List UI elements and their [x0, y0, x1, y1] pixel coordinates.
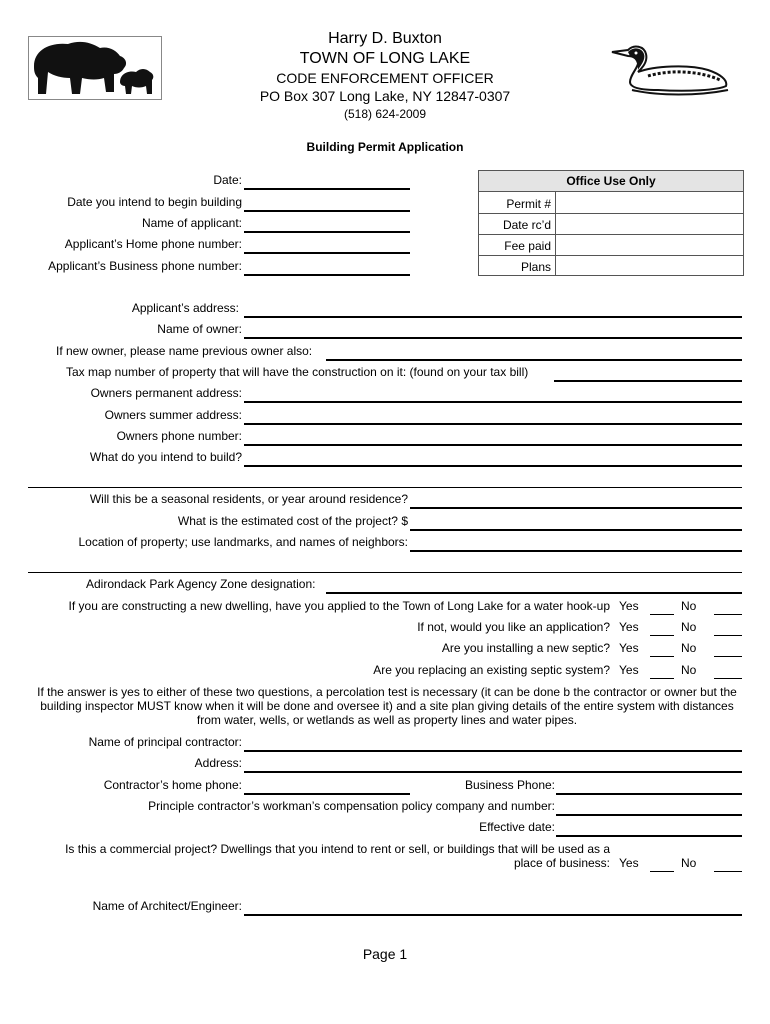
applicant-address-label: Applicant’s address:: [131, 301, 239, 315]
application-no-field[interactable]: [714, 635, 742, 636]
property-location-label: Location of property; use landmarks, and names of neighbors:: [78, 535, 408, 549]
office-use-box: [478, 170, 744, 276]
percolation-paragraph: If the answer is yes to either of these two questions, a percolation test is necessary (it can be done b the contractor or owner but the building inspector MUST know when it will be done and oversee it) and a site plan giving details of the entire system with distances from water, wells, or wetlands as well as property lines and water pipes.: [37, 685, 737, 727]
owner-name-field[interactable]: [244, 337, 742, 339]
commercial-question-cont: place of business:: [513, 856, 610, 870]
contractor-address-label: Address:: [194, 756, 242, 770]
applicant-name-field[interactable]: [244, 231, 410, 233]
applicant-address-field[interactable]: [244, 316, 742, 318]
effective-date-field[interactable]: [556, 835, 742, 837]
section-divider: [28, 572, 742, 573]
no-label: No: [681, 620, 697, 634]
commercial-question: Is this a commercial project? Dwellings that you intend to rent or sell, or buildings that will be used as a: [65, 842, 610, 856]
property-location-field[interactable]: [410, 550, 742, 552]
application-question: If not, would you like an application?: [417, 620, 610, 634]
permanent-address-field[interactable]: [244, 401, 742, 403]
water-hookup-no-field[interactable]: [714, 614, 742, 615]
start-date-field[interactable]: [244, 210, 410, 212]
residence-type-field[interactable]: [410, 507, 742, 509]
contractor-name-label: Name of principal contractor:: [88, 735, 242, 749]
yes-label: Yes: [619, 641, 639, 655]
officer-title: CODE ENFORCEMENT OFFICER: [276, 70, 494, 86]
apa-zone-field[interactable]: [326, 592, 742, 594]
yes-label: Yes: [619, 856, 639, 870]
comp-policy-label: Principle contractor’s workman’s compensation policy company and number:: [148, 799, 555, 813]
new-septic-yes-field[interactable]: [650, 656, 674, 657]
intended-build-label: What do you intend to build?: [89, 450, 242, 464]
owner-phone-field[interactable]: [244, 444, 742, 446]
permanent-address-label: Owners permanent address:: [90, 386, 242, 400]
new-septic-question: Are you installing a new septic?: [441, 641, 610, 655]
comp-policy-field[interactable]: [556, 814, 742, 816]
yes-label: Yes: [619, 663, 639, 677]
home-phone-label: Applicant’s Home phone number:: [64, 237, 242, 251]
no-label: No: [681, 663, 697, 677]
section-divider: [28, 487, 742, 488]
effective-date-label: Effective date:: [479, 820, 555, 834]
previous-owner-field[interactable]: [326, 359, 742, 361]
fee-paid-label: Fee paid: [504, 239, 551, 253]
business-phone-label: Applicant’s Business phone number:: [48, 259, 242, 273]
date-received-label: Date rc’d: [502, 218, 551, 232]
commercial-no-field[interactable]: [714, 871, 742, 872]
yes-label: Yes: [619, 599, 639, 613]
applicant-name-label: Name of applicant:: [141, 216, 242, 230]
office-phone: (518) 624-2009: [343, 107, 427, 121]
owner-name-label: Name of owner:: [157, 322, 242, 336]
contractor-name-field[interactable]: [244, 750, 742, 752]
contractor-address-field[interactable]: [244, 771, 742, 773]
no-label: No: [681, 641, 697, 655]
plans-label: Plans: [520, 260, 551, 274]
residence-type-label: Will this be a seasonal residents, or year around residence?: [89, 492, 408, 506]
permit-number-label: Permit #: [506, 197, 551, 211]
office-use-title: Office Use Only: [479, 171, 743, 192]
commercial-yes-field[interactable]: [650, 871, 674, 872]
replace-septic-yes-field[interactable]: [650, 678, 674, 679]
date-field[interactable]: [244, 188, 410, 190]
water-hookup-yes-field[interactable]: [650, 614, 674, 615]
home-phone-field[interactable]: [244, 252, 410, 254]
new-septic-no-field[interactable]: [714, 656, 742, 657]
summer-address-field[interactable]: [244, 423, 742, 425]
no-label: No: [681, 599, 697, 613]
date-label: Date:: [213, 173, 242, 187]
apa-zone-label: Adirondack Park Agency Zone designation:: [86, 577, 316, 591]
yes-label: Yes: [619, 620, 639, 634]
officer-name: Harry D. Buxton: [328, 30, 442, 47]
business-phone-field[interactable]: [244, 274, 410, 276]
replace-septic-question: Are you replacing an existing septic system?: [373, 663, 610, 677]
contractor-business-phone-label: Business Phone:: [464, 778, 555, 792]
estimated-cost-field[interactable]: [410, 529, 742, 531]
owner-phone-label: Owners phone number:: [116, 429, 242, 443]
architect-label: Name of Architect/Engineer:: [92, 899, 242, 913]
start-date-label: Date you intend to begin building: [67, 195, 242, 209]
intended-build-field[interactable]: [244, 465, 742, 467]
summer-address-label: Owners summer address:: [104, 408, 242, 422]
water-hookup-question: If you are constructing a new dwelling, have you applied to the Town of Long Lake for a water hook-up: [68, 599, 610, 613]
contractor-business-phone-field[interactable]: [556, 793, 742, 795]
form-title: Building Permit Application: [306, 140, 464, 154]
no-label: No: [681, 856, 697, 870]
town-name: TOWN OF LONG LAKE: [299, 50, 471, 67]
contractor-home-phone-label: Contractor’s home phone:: [103, 778, 242, 792]
tax-map-field[interactable]: [554, 380, 742, 382]
estimated-cost-label: What is the estimated cost of the project? $: [177, 514, 408, 528]
previous-owner-label: If new owner, please name previous owner also:: [56, 344, 313, 358]
page-number: Page 1: [362, 946, 408, 962]
application-yes-field[interactable]: [650, 635, 674, 636]
contractor-home-phone-field[interactable]: [244, 793, 410, 795]
replace-septic-no-field[interactable]: [714, 678, 742, 679]
tax-map-label: Tax map number of property that will have the construction on it: (found on your tax bill): [66, 365, 529, 379]
office-address: PO Box 307 Long Lake, NY 12847-0307: [259, 88, 511, 104]
architect-field[interactable]: [244, 914, 742, 916]
